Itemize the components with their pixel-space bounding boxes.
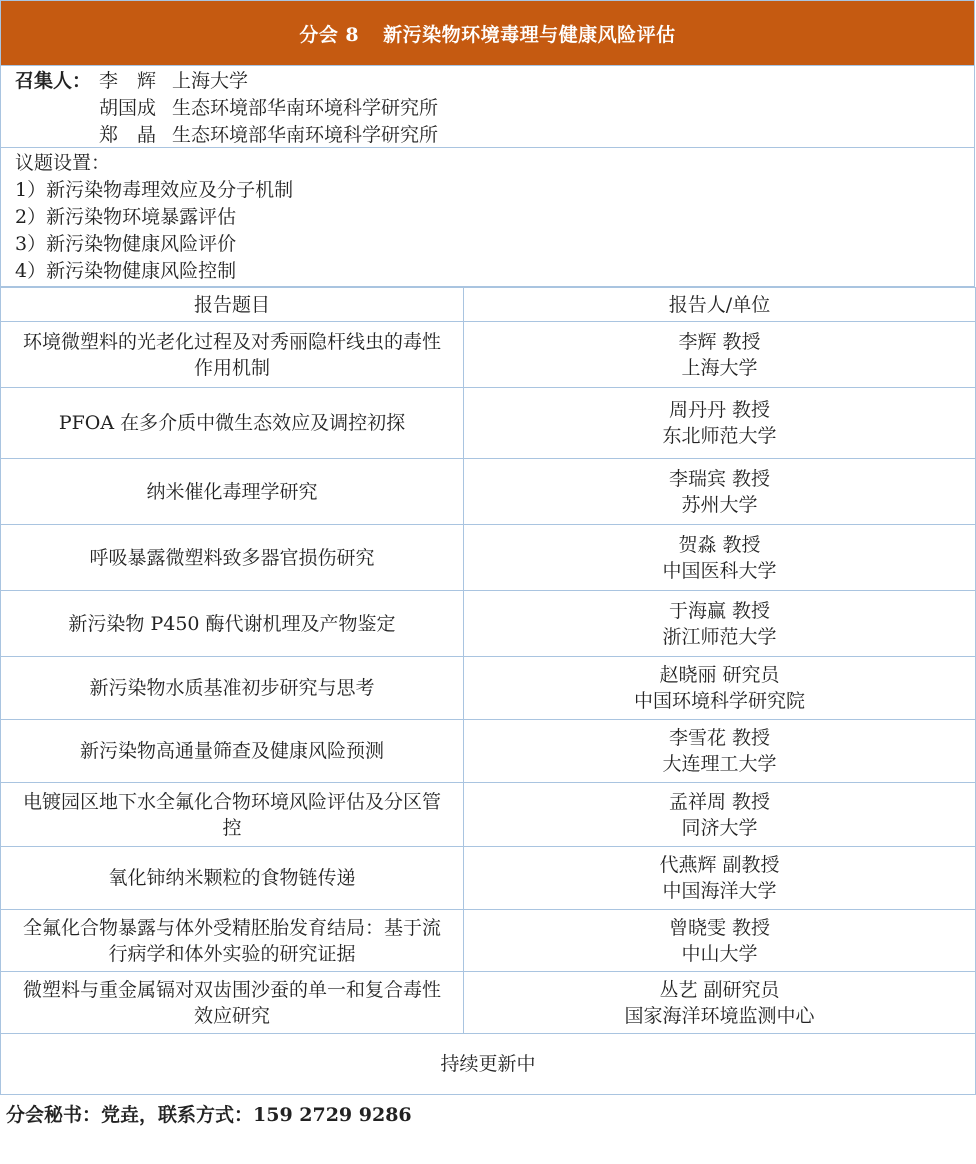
report-title: 电镀园区地下水全氟化合物环境风险评估及分区管控 (1, 783, 464, 847)
report-speaker-cell (464, 910, 976, 972)
conveners-label-spacer (15, 95, 99, 122)
table-row (1, 910, 976, 972)
session-title: 新污染物环境毒理与健康风险评估 (383, 23, 676, 46)
report-speaker-cell (464, 322, 976, 388)
update-note: 持续更新中 (1, 1034, 976, 1095)
speaker-name: 李辉 教授 (678, 330, 761, 353)
report-title: 环境微塑料的光老化过程及对秀丽隐杆线虫的毒性作用机制 (1, 322, 464, 388)
speaker-name: 赵晓丽 研究员 (659, 664, 780, 686)
speaker-name: 丛艺 副研究员 (659, 978, 780, 1001)
speaker-name: 李瑞宾 教授 (668, 467, 771, 490)
table-row (1, 720, 976, 783)
report-speaker-cell (464, 783, 976, 847)
report-title: 新污染物高通量筛查及健康风险预测 (1, 720, 464, 783)
report-speaker-cell (464, 847, 976, 910)
secretary-contact: 分会秘书：党垚，联系方式：159 2729 9286 (6, 1104, 412, 1126)
table-row (1, 972, 976, 1034)
speaker-unit: 中国海洋大学 (662, 880, 777, 902)
speaker-unit: 中山大学 (681, 942, 758, 965)
convener-org: 生态环境部华南环境科学研究所 (172, 124, 439, 146)
table-row (1, 322, 976, 388)
speaker-name: 李雪花 教授 (668, 727, 771, 749)
speaker-unit: 东北师范大学 (662, 425, 777, 447)
report-title: 氧化铈纳米颗粒的食物链传递 (1, 847, 464, 910)
report-title: 纳米催化毒理学研究 (1, 459, 464, 525)
speaker-name: 代燕辉 副教授 (659, 854, 780, 876)
table-row (1, 657, 976, 720)
report-title: 微塑料与重金属镉对双齿围沙蚕的单一和复合毒性效应研究 (1, 972, 464, 1034)
report-title: 呼吸暴露微塑料致多器官损伤研究 (1, 525, 464, 591)
convener-name: 李 辉 (99, 70, 157, 92)
report-speaker-cell (464, 657, 976, 720)
convener-name: 郑 晶 (99, 124, 157, 146)
convener-row (15, 122, 974, 149)
report-speaker-cell (464, 459, 976, 525)
report-speaker-cell (464, 591, 976, 657)
speaker-unit: 苏州大学 (681, 493, 758, 516)
convener-row (15, 68, 974, 95)
report-speaker-cell (464, 388, 976, 459)
column-header-title: 报告题目 (1, 288, 464, 322)
speaker-name: 贺淼 教授 (678, 533, 761, 556)
convener-row (15, 95, 974, 122)
speaker-unit: 中国医科大学 (662, 559, 777, 582)
topic-item: 1）新污染物毒理效应及分子机制 (15, 179, 294, 201)
speaker-unit: 上海大学 (681, 356, 758, 379)
table-note-row (1, 1034, 976, 1095)
report-speaker-cell (464, 720, 976, 783)
speaker-name: 周丹丹 教授 (668, 399, 771, 421)
speaker-unit: 浙江师范大学 (662, 625, 777, 648)
reports-table (0, 287, 976, 1095)
speaker-unit: 同济大学 (681, 816, 758, 839)
table-row (1, 847, 976, 910)
table-row (1, 525, 976, 591)
topic-item: 3）新污染物健康风险评价 (15, 233, 237, 255)
speaker-name: 曾晓雯 教授 (668, 916, 771, 939)
report-title: 新污染物 P450 酶代谢机理及产物鉴定 (1, 591, 464, 657)
topic-item: 2）新污染物环境暴露评估 (15, 206, 237, 228)
table-header-row (1, 288, 976, 322)
report-speaker-cell (464, 525, 976, 591)
conveners-section (0, 66, 975, 148)
speaker-unit: 大连理工大学 (662, 753, 777, 775)
report-title: 新污染物水质基准初步研究与思考 (1, 657, 464, 720)
table-row (1, 591, 976, 657)
session-number: 分会 8 (299, 23, 360, 46)
report-title: 全氟化合物暴露与体外受精胚胎发育结局：基于流行病学和体外实验的研究证据 (1, 910, 464, 972)
conveners-label: 召集人： (15, 70, 92, 92)
convener-name: 胡国成 (99, 97, 157, 119)
table-row (1, 459, 976, 525)
report-title: PFOA 在多介质中微生态效应及调控初探 (1, 388, 464, 459)
session-title-bar (0, 0, 975, 66)
speaker-unit: 中国环境科学研究院 (633, 690, 805, 712)
conveners-label-spacer (15, 122, 99, 149)
topics-section (0, 148, 975, 287)
report-speaker-cell (464, 972, 976, 1034)
speaker-name: 于海赢 教授 (668, 599, 771, 622)
convener-org: 生态环境部华南环境科学研究所 (172, 97, 439, 119)
column-header-speaker: 报告人/单位 (464, 288, 976, 322)
topics-label: 议题设置： (15, 152, 111, 174)
speaker-unit: 国家海洋环境监测中心 (624, 1004, 815, 1027)
table-row (1, 388, 976, 459)
table-row (1, 783, 976, 847)
convener-org: 上海大学 (172, 70, 249, 92)
topic-item: 4）新污染物健康风险控制 (15, 260, 237, 282)
speaker-name: 孟祥周 教授 (668, 790, 771, 813)
